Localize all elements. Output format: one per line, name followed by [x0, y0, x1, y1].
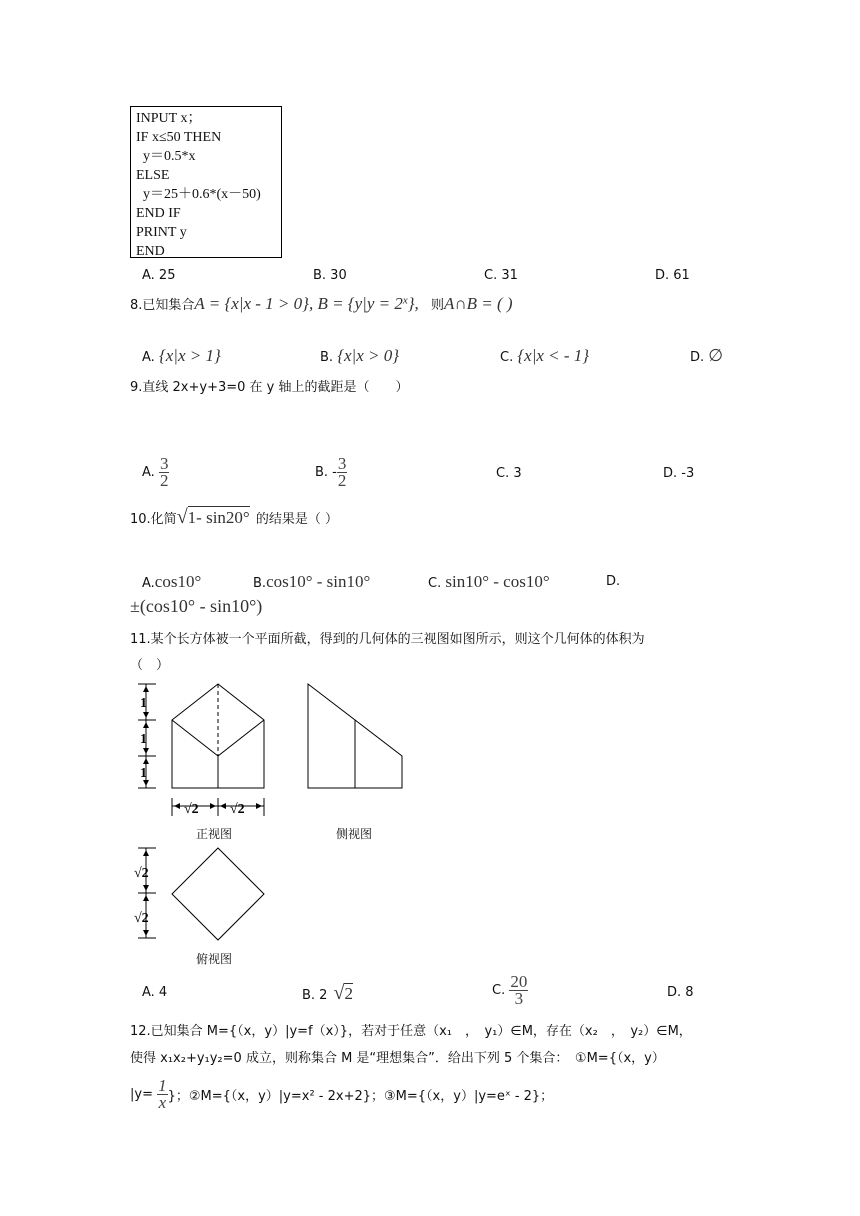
q9-stem: 9.直线 2x+y+3=0 在 y 轴上的截距是（ ） [130, 380, 409, 395]
q9-option-b-label: B. - [315, 465, 337, 480]
q10-option-b-label: B. [253, 576, 267, 591]
code-line: INPUT x； [136, 111, 202, 126]
fraction-numerator: 3 [159, 454, 169, 473]
code-line: END IF [136, 206, 181, 221]
dimension-label: 1 [140, 732, 147, 747]
q8-option-d-math: ∅ [708, 346, 724, 365]
fraction-denominator: x [158, 1093, 167, 1112]
top-view-label: 俯视图 [196, 952, 233, 966]
q11-option-a: A. 4 [142, 985, 168, 1000]
q9-option-a-fraction [159, 456, 170, 489]
q10-option-b [253, 572, 370, 592]
side-view-label: 侧视图 [336, 827, 373, 841]
q8-question [130, 294, 513, 314]
q7-option-d: D. 61 [655, 268, 690, 283]
q10-option-d-label: D. [606, 574, 621, 589]
q12-line1: 12.已知集合 M={（x，y）|y=f（x）}，若对于任意（x₁ ， y₁）∈M，存在（x₂ ， y₂）∈M， [130, 1024, 692, 1039]
q11-option-b-radicand: 2 [344, 984, 353, 1003]
dimension-label: √2 [230, 802, 245, 817]
sqrt-icon: √ [333, 982, 345, 1004]
q9-option-a [142, 456, 169, 489]
q11-stem-line2: （ ） [130, 658, 170, 673]
q10-option-d-math: ±(cos10° - sin10°) [130, 596, 263, 616]
q12-line3 [130, 1078, 553, 1111]
q8-option-c-math: {x|x < - 1} [517, 346, 590, 365]
code-line: y＝0.5*x [136, 149, 196, 164]
q12-line2: 使得 x₁x₂+y₁y₂=0 成立，则称集合 M 是“理想集合”．给出下列 5 个集合： ①M={（x，y） [130, 1051, 665, 1066]
q8-option-c [500, 346, 589, 366]
top-view-outline [172, 848, 264, 940]
q10-stem: 10.化简 [130, 512, 177, 527]
q10-option-b-math: cos10° - sin10° [266, 572, 371, 591]
code-line: y＝25＋0.6*(x－50) [136, 187, 261, 202]
q7-option-b: B. 30 [313, 268, 347, 283]
q8-option-b-label: B. [320, 350, 334, 365]
q9-option-b [315, 456, 347, 489]
side-view-figure [300, 680, 410, 792]
q11-option-b [302, 982, 353, 1005]
q10-tail: 的结果是（ ） [255, 512, 339, 527]
code-line: END [136, 244, 165, 259]
q11-stem-line1: 11.某个长方体被一个平面所截，得到的几何体的三视图如图所示，则这个几何体的体积为 [130, 632, 645, 647]
q10-option-a-math: cos10° [154, 572, 202, 591]
fraction-numerator: 20 [510, 972, 528, 991]
q11-option-c-fraction [509, 974, 528, 1007]
q7-option-a: A. 25 [142, 268, 176, 283]
program-code-box [130, 106, 282, 258]
q12-line3-start: |y= [130, 1087, 153, 1102]
q8-option-b-math: {x|x > 0} [337, 346, 400, 365]
code-line: PRINT y [136, 225, 187, 240]
q10-option-a-label: A. [142, 576, 155, 591]
code-line: ELSE [136, 168, 170, 183]
fraction-denominator: 3 [514, 989, 524, 1008]
q8-option-d-label: D. [690, 350, 705, 365]
dimension-label: 1 [140, 696, 147, 711]
q10-option-c-math: sin10° - cos10° [445, 572, 550, 591]
q10-option-c-label: C. [428, 576, 442, 591]
q9-option-a-label: A. [142, 465, 155, 480]
fraction-denominator: 2 [159, 471, 169, 490]
fraction-numerator: 1 [158, 1076, 167, 1095]
q8-stem: 8.已知集合 [130, 298, 195, 313]
q8-expr: A∩B = ( ) [443, 294, 513, 313]
fraction-denominator: 2 [337, 471, 347, 490]
q8-option-d [690, 346, 723, 366]
q8-option-a-label: A. [142, 350, 155, 365]
q8-option-a [142, 346, 221, 366]
q11-option-c [492, 974, 528, 1007]
dimension-label: 1 [140, 766, 147, 781]
q8-superscript: x [402, 294, 408, 307]
front-view-figure [128, 680, 273, 824]
code-line: IF x≤50 THEN [136, 130, 222, 145]
q8-then: 则 [430, 298, 444, 313]
q12-fraction [157, 1078, 168, 1111]
fraction-numerator: 3 [337, 454, 347, 473]
q11-option-b-label: B. 2 [302, 988, 328, 1003]
q12-line3-end: }；②M={（x，y）|y=x² - 2x+2}；③M={（x，y）|y=eˣ - 2}； [167, 1089, 554, 1104]
sqrt-icon: √ [176, 506, 188, 528]
q10-question [130, 506, 338, 529]
q8-option-a-math: {x|x > 1} [158, 346, 221, 365]
dimension-label: √2 [134, 866, 149, 881]
q7-option-c: C. 31 [484, 268, 518, 283]
q11-option-c-label: C. [492, 983, 506, 998]
q8-option-c-label: C. [500, 350, 514, 365]
q9-option-c: C. 3 [496, 466, 522, 481]
top-view-figure [128, 842, 273, 946]
q8-option-b [320, 346, 399, 366]
front-view-label: 正视图 [196, 827, 233, 841]
q9-option-b-fraction [337, 456, 348, 489]
dimension-label: √2 [184, 802, 199, 817]
q10-option-c [428, 572, 550, 592]
q9-option-d: D. -3 [663, 466, 695, 481]
dimension-label: √2 [134, 911, 149, 926]
q8-set-a: A = {x|x - 1 > 0}, B = {y|y = 2 [194, 294, 403, 313]
q11-option-d: D. 8 [667, 985, 694, 1000]
q8-set-b-end: }, [407, 294, 419, 313]
q10-option-a [142, 572, 201, 592]
q10-radicand: 1- sin20° [187, 508, 250, 527]
